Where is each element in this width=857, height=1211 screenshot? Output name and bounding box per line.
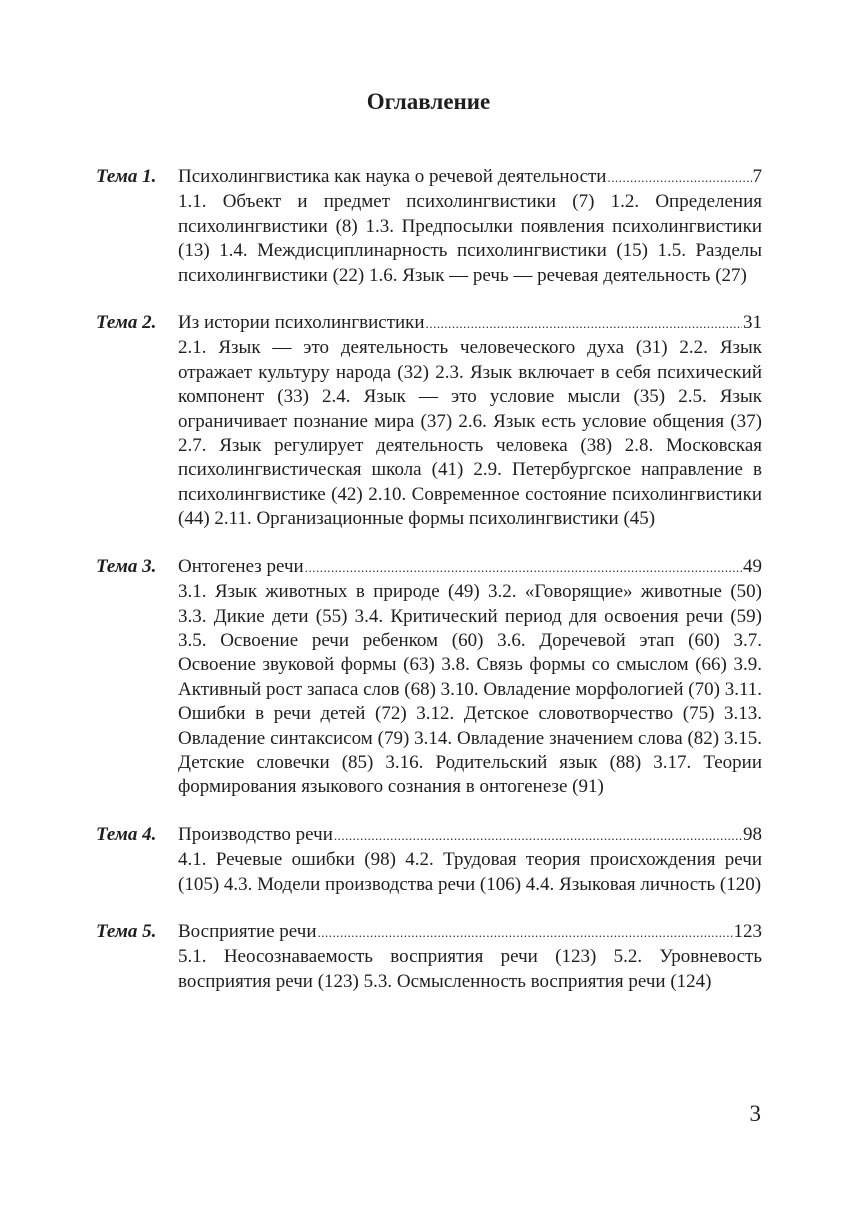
topic-heading[interactable]	[178, 920, 762, 945]
topic-label: Тема 1.	[96, 166, 157, 187]
table-of-contents	[96, 165, 762, 1017]
topic-subsections: 1.1. Объект и предмет психолингвистики (7) 1.2. Определения психолингвистики (8) 1.3. Предпосылки появления психолингвистики (13) 1.4. Междисциплинарность психолингвистики (15) 1.5. Разделы психолингвистики (22) 1.6. Язык — речь — речевая деятельность (27)	[178, 191, 762, 286]
page-number: 3	[749, 1101, 761, 1126]
topic-subsections: 5.1. Неосознаваемость восприятия речи (123) 5.2. Уровневость восприятия речи (123) 5.3. Осмысленность восприятия речи (124)	[178, 946, 762, 992]
toc-entry	[96, 823, 762, 897]
topic-title: Производство речи	[178, 823, 333, 845]
toc-entry	[96, 555, 762, 800]
topic-title: Из истории психолингвистики	[178, 312, 425, 334]
toc-entry	[96, 311, 762, 532]
topic-subsections: 4.1. Речевые ошибки (98) 4.2. Трудовая теория происхождения речи (105) 4.3. Модели производства речи (106) 4.4. Языковая личность (120)	[178, 849, 762, 895]
topic-page: 123	[733, 920, 762, 942]
toc-entry	[96, 165, 762, 288]
topic-subsections: 3.1. Язык животных в природе (49) 3.2. «Говорящие» животные (50) 3.3. Дикие дети (55) 3.4. Критический период для освоения речи (59) 3.5. Освоение речи ребенком (60) 3.6. Доречевой этап (60) 3.7. Освоение звуковой формы (63) 3.8. Связь формы со смыслом (66) 3.9. Активный рост запаса слов (68) 3.10. Овладение морфологией (70) 3.11. Ошибки в речи детей (72) 3.12. Детское словотворчество (75) 3.13. Овладение синтаксисом (79) 3.14. Овладение значением слова (82) 3.15. Детские словечки (85) 3.16. Родительский язык (88) 3.17. Теории формирования языкового сознания в онтогенезе (91)	[178, 581, 762, 798]
topic-title: Восприятие речи	[178, 920, 317, 942]
toc-entry	[96, 920, 762, 994]
topic-body	[178, 823, 762, 897]
topic-label: Тема 4.	[96, 823, 157, 845]
topic-heading[interactable]	[178, 555, 762, 580]
topic-heading[interactable]	[178, 823, 762, 848]
topic-subsections: 2.1. Язык — это деятельность человеческого духа (31) 2.2. Язык отражает культуру народа (32) 2.3. Язык включает в себя психический компонент (33) 2.4. Язык — это условие мысли (35) 2.5. Язык ограничивает познание мира (37) 2.6. Язык есть условие общения (37) 2.7. Язык регулирует деятельность человека (38) 2.8. Московская психолингвистическая школа (41) 2.9. Петербургское направление в психолингвистике (42) 2.10. Современное состояние психолингвистики (44) 2.11. Организационные формы психолингвистики (45)	[178, 337, 762, 530]
topic-body	[178, 311, 762, 532]
topic-page: 31	[743, 312, 762, 334]
topic-body	[178, 165, 762, 288]
dot-leader	[334, 824, 742, 848]
dot-leader	[607, 166, 751, 190]
topic-label: Тема 2.	[96, 312, 157, 334]
topic-body	[178, 920, 762, 994]
page-title: Оглавление	[366, 89, 491, 114]
topic-title: Психолингвистика как наука о речевой деятельности	[178, 166, 607, 187]
topic-page: 49	[743, 555, 762, 577]
topic-label: Тема 5.	[96, 920, 157, 942]
topic-label: Тема 3.	[96, 555, 157, 577]
topic-page: 98	[743, 823, 762, 845]
dot-leader	[305, 556, 742, 580]
topic-heading[interactable]	[178, 165, 762, 190]
topic-body	[178, 555, 762, 800]
dot-leader	[426, 312, 742, 336]
topic-heading[interactable]	[178, 311, 762, 336]
topic-page: 7	[752, 166, 762, 187]
topic-title: Онтогенез речи	[178, 555, 304, 577]
dot-leader	[318, 921, 733, 945]
